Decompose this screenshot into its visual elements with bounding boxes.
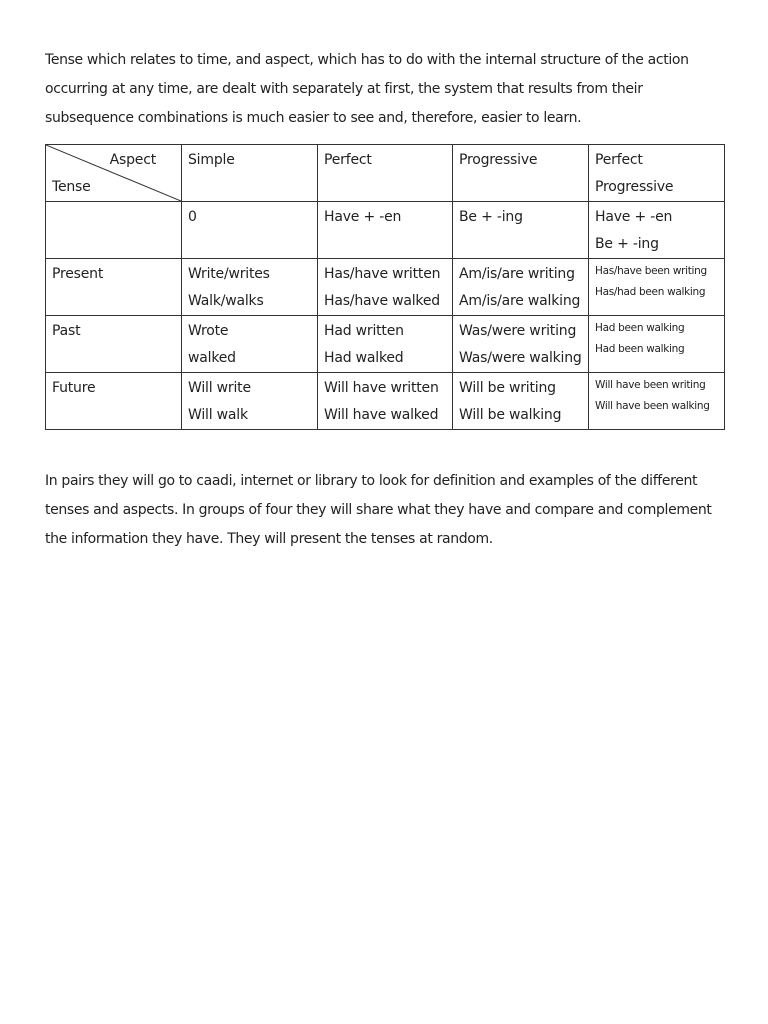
document-page bbox=[45, 46, 725, 554]
cell-line: Wrote bbox=[188, 323, 229, 339]
table-cell bbox=[182, 259, 318, 316]
header-cell bbox=[453, 145, 589, 202]
cell-line: Will be writing bbox=[459, 380, 556, 396]
aspect-label: Aspect bbox=[109, 152, 156, 168]
cell-line: Am/is/are writing bbox=[459, 266, 575, 282]
table-cell bbox=[182, 202, 318, 259]
cell-line: Had been walking bbox=[595, 322, 685, 334]
cell-line: Has/have been writing bbox=[595, 265, 707, 277]
table-cell bbox=[318, 202, 453, 259]
tense-aspect-table bbox=[45, 144, 725, 430]
cell-line: Have + -en bbox=[324, 209, 402, 225]
cell-line: Had been walking bbox=[595, 342, 685, 355]
cell-line: Will walk bbox=[188, 407, 248, 423]
cell-line: Will have been walking bbox=[595, 399, 710, 412]
cell-line: Has/have walked bbox=[324, 293, 440, 309]
table-cell bbox=[589, 316, 725, 373]
row-label-cell: Future bbox=[46, 373, 182, 430]
cell-line: Has/had been walking bbox=[595, 285, 706, 298]
cell-line: Will have written bbox=[324, 380, 439, 396]
table-row bbox=[46, 259, 725, 316]
corner-header-cell bbox=[46, 145, 182, 202]
table-cell bbox=[453, 259, 589, 316]
table-cell bbox=[453, 373, 589, 430]
table-cell bbox=[589, 259, 725, 316]
row-label-cell bbox=[46, 202, 182, 259]
table-header-row bbox=[46, 145, 725, 202]
table-cell bbox=[182, 373, 318, 430]
header-text: Perfect bbox=[324, 152, 372, 168]
table-row bbox=[46, 202, 725, 259]
cell-line: Had walked bbox=[324, 350, 404, 366]
table-cell bbox=[589, 202, 725, 259]
header-text: Progressive bbox=[459, 152, 538, 168]
table-cell bbox=[589, 373, 725, 430]
cell-line: Will have walked bbox=[324, 407, 439, 423]
table-cell bbox=[182, 316, 318, 373]
cell-line: Will be walking bbox=[459, 407, 562, 423]
cell-line: Will write bbox=[188, 380, 251, 396]
cell-line: Be + -ing bbox=[595, 236, 659, 252]
header-cell bbox=[182, 145, 318, 202]
table-row bbox=[46, 373, 725, 430]
header-cell bbox=[589, 145, 725, 202]
cell-line: Will have been writing bbox=[595, 379, 706, 391]
cell-line: Was/were writing bbox=[459, 323, 577, 339]
row-label-cell: Past bbox=[46, 316, 182, 373]
header-text: Perfect bbox=[595, 152, 643, 168]
cell-line: Be + -ing bbox=[459, 209, 523, 225]
table-row bbox=[46, 316, 725, 373]
closing-paragraph: In pairs they will go to caadi, internet or library to look for definition and examples of the different tenses and aspects. In groups of four they will share what they have and compare and complement the information they have. They will present the tenses at random. bbox=[45, 473, 712, 547]
table-cell bbox=[318, 316, 453, 373]
tense-label: Tense bbox=[52, 179, 91, 195]
cell-line: Am/is/are walking bbox=[459, 293, 581, 309]
table-cell bbox=[318, 373, 453, 430]
cell-line: Walk/walks bbox=[188, 293, 264, 309]
intro-paragraph: Tense which relates to time, and aspect, which has to do with the internal structure of the action occurring at any time, are dealt with separately at first, the system that results from their subsequence combinations is much easier to see and, therefore, easier to learn. bbox=[45, 52, 689, 126]
cell-line: 0 bbox=[188, 209, 197, 225]
table-cell bbox=[453, 202, 589, 259]
table-cell bbox=[453, 316, 589, 373]
cell-line: Write/writes bbox=[188, 266, 270, 282]
cell-line: Has/have written bbox=[324, 266, 441, 282]
header-cell bbox=[318, 145, 453, 202]
row-label-cell: Present bbox=[46, 259, 182, 316]
table-cell bbox=[318, 259, 453, 316]
cell-line: Have + -en bbox=[595, 209, 673, 225]
cell-line: Had written bbox=[324, 323, 404, 339]
header-text: Simple bbox=[188, 152, 235, 168]
header-text: Progressive bbox=[595, 179, 674, 195]
cell-line: walked bbox=[188, 350, 236, 366]
cell-line: Was/were walking bbox=[459, 350, 582, 366]
